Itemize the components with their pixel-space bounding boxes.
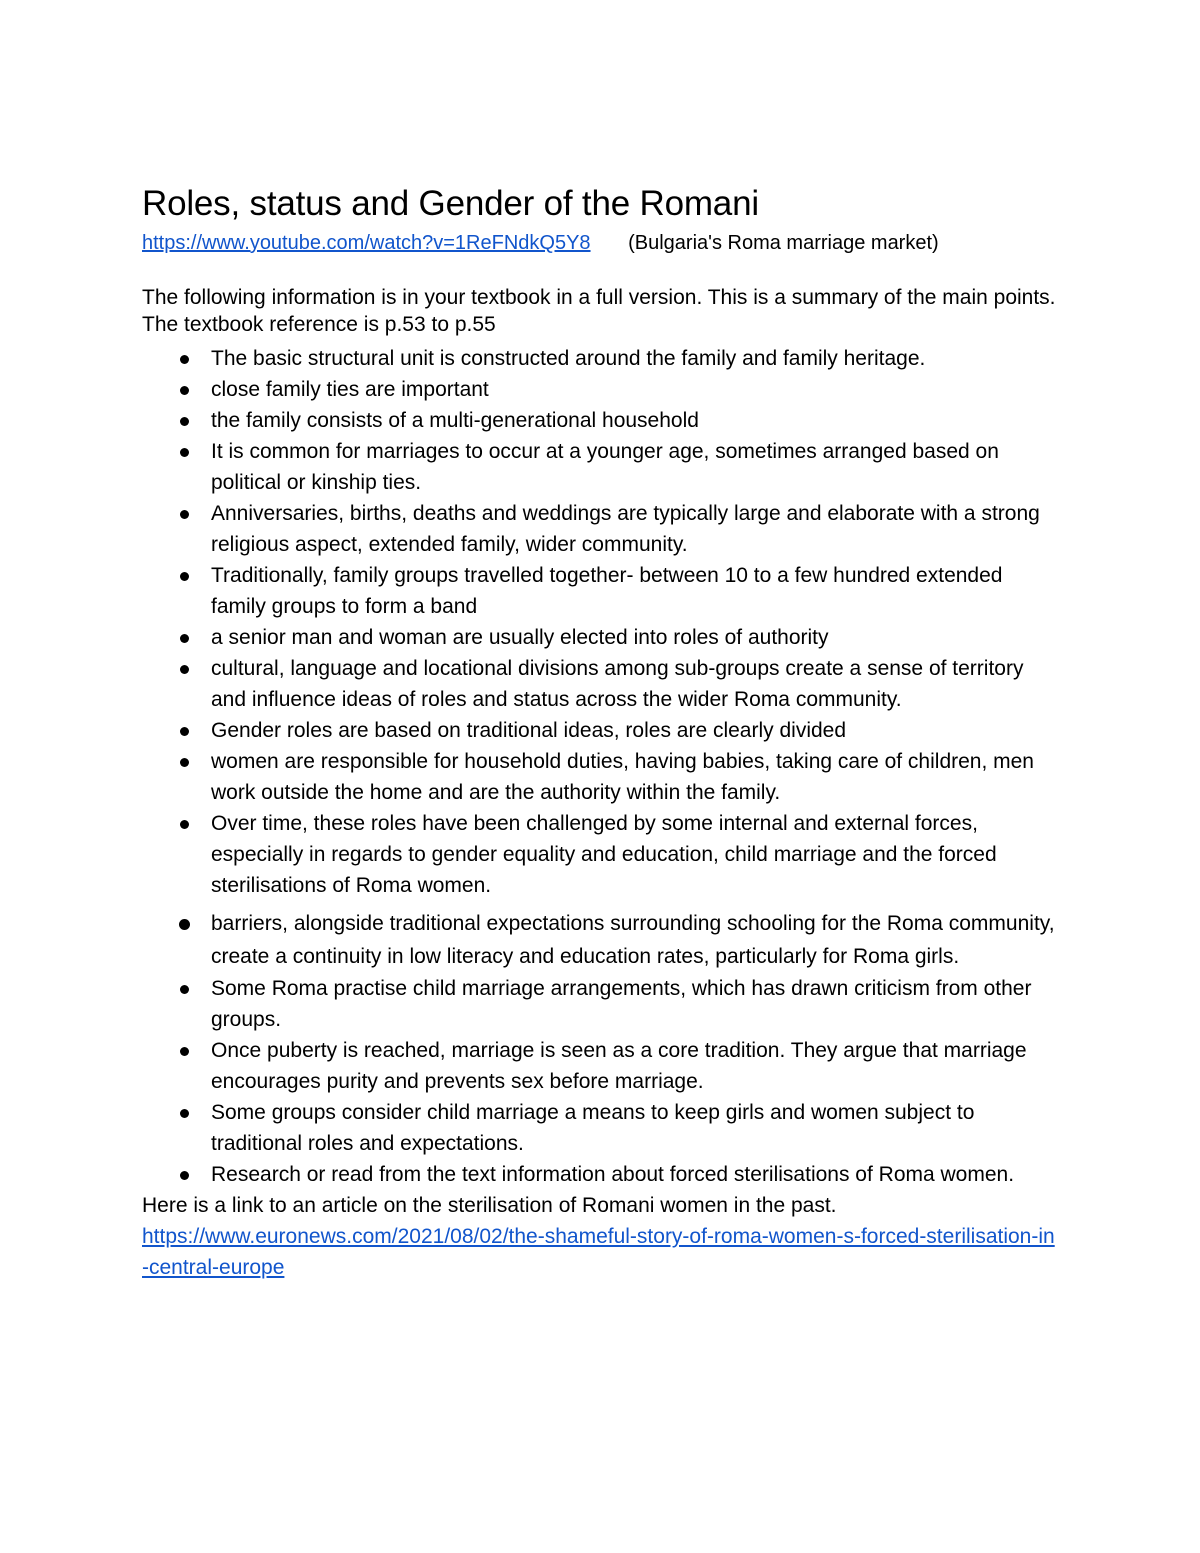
list-item-text: the family consists of a multi-generational household <box>211 409 699 432</box>
bullet-icon <box>180 634 189 643</box>
list-item <box>142 715 1062 746</box>
list-item-text: Research or read from the text information about forced sterilisations of Roma women. <box>211 1163 1015 1186</box>
list-item-text: close family ties are important <box>211 378 489 401</box>
list-item-text: It is common for marriages to occur at a younger age, sometimes arranged based on political or kinship ties. <box>211 440 999 494</box>
document-page <box>142 180 1062 1283</box>
bullet-icon <box>180 355 189 364</box>
video-reference-line <box>142 230 1062 256</box>
list-item-text: barriers, alongside traditional expectations surrounding schooling for the Roma community, create a continuity in low literacy and education rates, particularly for Roma girls. <box>211 912 1055 968</box>
list-item-text: Some Roma practise child marriage arrangements, which has drawn criticism from other groups. <box>211 977 1032 1031</box>
list-item <box>142 1159 1062 1190</box>
list-item-text: Once puberty is reached, marriage is seen as a core tradition. They argue that marriage encourages purity and prevents sex before marriage. <box>211 1039 1027 1093</box>
list-item-text: Gender roles are based on traditional ideas, roles are clearly divided <box>211 719 847 742</box>
bullet-icon <box>180 572 189 581</box>
bullet-icon <box>180 386 189 395</box>
bullet-icon <box>180 985 189 994</box>
list-item-text: The basic structural unit is constructed around the family and family heritage. <box>211 347 926 370</box>
list-item-text: women are responsible for household duties, having babies, taking care of children, men work outside the home and are the authority within the family. <box>211 750 1034 804</box>
summary-bullet-list <box>142 343 1062 1190</box>
list-item <box>142 343 1062 374</box>
list-item <box>142 746 1062 808</box>
list-item <box>142 973 1062 1035</box>
article-link[interactable]: https://www.euronews.com/2021/08/02/the-shameful-story-of-roma-women-s-forced-sterilisation-in-central-europe <box>142 1225 1055 1279</box>
bullet-icon <box>179 919 190 930</box>
bullet-icon <box>180 820 189 829</box>
list-item <box>142 907 1062 973</box>
list-item <box>142 1097 1062 1159</box>
bullet-icon <box>180 758 189 767</box>
bullet-icon <box>180 448 189 457</box>
intro-paragraph: The following information is in your textbook in a full version. This is a summary of the main points. The textbook reference is p.53 to p.55 <box>142 286 1056 336</box>
list-item-text: Traditionally, family groups travelled together- between 10 to a few hundred extended family groups to form a band <box>211 564 1003 618</box>
bullet-icon <box>180 417 189 426</box>
list-item <box>142 1035 1062 1097</box>
bullet-icon <box>180 727 189 736</box>
list-item-text: Anniversaries, births, deaths and weddings are typically large and elaborate with a strong religious aspect, extended family, wider community. <box>211 502 1040 556</box>
video-link[interactable]: https://www.youtube.com/watch?v=1ReFNdkQ5Y8 <box>142 232 591 254</box>
list-item <box>142 498 1062 560</box>
list-item-text: Some groups consider child marriage a means to keep girls and women subject to traditional roles and expectations. <box>211 1101 975 1155</box>
outro-paragraph: Here is a link to an article on the sterilisation of Romani women in the past. <box>142 1194 837 1217</box>
list-item <box>142 560 1062 622</box>
bullet-icon <box>180 1109 189 1118</box>
bullet-icon <box>180 1047 189 1056</box>
document-title: Roles, status and Gender of the Romani <box>142 184 759 223</box>
list-item <box>142 622 1062 653</box>
video-caption: (Bulgaria's Roma marriage market) <box>628 232 939 254</box>
list-item-text: Over time, these roles have been challenged by some internal and external forces, especially in regards to gender equality and education, child marriage and the forced sterilisations of Roma women. <box>211 812 997 897</box>
list-item-text: a senior man and woman are usually elected into roles of authority <box>211 626 829 649</box>
list-item <box>142 405 1062 436</box>
list-item <box>142 436 1062 498</box>
bullet-icon <box>180 1171 189 1180</box>
list-item-text: cultural, language and locational divisions among sub-groups create a sense of territory and influence ideas of roles and status across the wider Roma community. <box>211 657 1024 711</box>
list-item <box>142 808 1062 901</box>
article-link-line <box>142 1221 1057 1283</box>
list-item <box>142 374 1062 405</box>
bullet-icon <box>180 510 189 519</box>
list-item <box>142 653 1062 715</box>
bullet-icon <box>180 665 189 674</box>
